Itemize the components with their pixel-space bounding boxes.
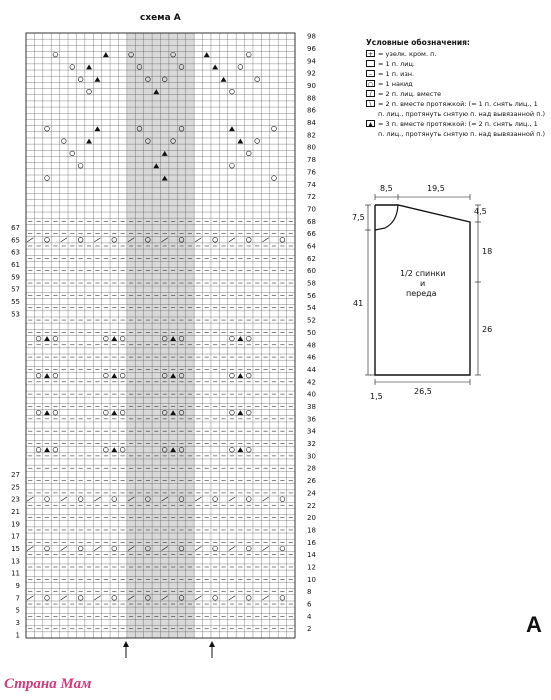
yarn-over-mark [61,139,66,144]
dim-right-lower: 26 [482,325,493,334]
legend-item [366,119,546,139]
triangle-mark [44,447,50,452]
row-number-right: 72 [307,193,316,202]
yarn-over-mark [78,163,83,168]
triangle-mark [86,64,92,69]
triangle-mark [111,410,117,415]
legend-text: = узелк. кром. п. [378,50,437,58]
yarn-over-mark [78,237,83,242]
row-number-left: 5 [15,606,20,615]
row-number-right: 10 [307,575,316,584]
triangle-mark [237,139,243,144]
yarn-over-mark [246,237,251,242]
dim-bottom-width: 26,5 [414,387,432,396]
slash-square-icon: / [366,90,375,97]
triangle-mark [103,52,109,57]
yarn-over-mark [230,410,235,415]
row-number-right: 40 [307,390,316,399]
yarn-over-mark [230,373,235,378]
row-number-right: 60 [307,267,316,276]
yarn-over-mark [78,596,83,601]
legend-text: = 2 п. лиц. вместе [378,90,442,98]
yarn-over-mark [36,373,41,378]
legend-text: = 1 п. изн. [378,70,415,78]
yarn-over-mark [280,596,285,601]
row-number-left: 61 [11,261,20,270]
yarn-over-mark [53,52,58,57]
row-number-right: 78 [307,156,316,165]
yarn-over-mark [280,546,285,551]
yarn-over-mark [255,139,260,144]
decrease-mark [61,497,67,501]
decrease-mark [195,238,201,242]
row-number-right: 92 [307,69,316,78]
triangle-mark [237,336,243,341]
yarn-over-mark [104,373,109,378]
yarn-over-mark [246,546,251,551]
row-number-right: 88 [307,94,316,103]
yarn-over-mark [70,65,75,70]
legend-title: Условные обозначения: [366,38,470,47]
row-number-left: 25 [11,483,20,492]
legend-items [366,49,546,139]
row-number-right: 26 [307,477,316,486]
row-number-right: 18 [307,526,316,535]
row-number-left: 9 [15,582,20,591]
yarn-over-mark [246,447,251,452]
yarn-over-mark [255,77,260,82]
legend-item [366,69,546,79]
row-number-left: 63 [11,248,20,257]
row-number-right: 98 [307,32,316,41]
row-number-left: 13 [11,557,20,566]
row-number-right: 12 [307,563,316,572]
yarn-over-mark [230,447,235,452]
row-number-right: 70 [307,205,316,214]
decrease-mark [195,596,201,600]
yarn-over-mark [213,497,218,502]
row-number-right: 56 [307,291,316,300]
decrease-mark [94,546,100,550]
decrease-mark [229,238,235,242]
yarn-over-mark [78,77,83,82]
row-number-right: 52 [307,316,316,325]
row-number-right: 14 [307,551,316,560]
row-number-right: 48 [307,341,316,350]
decrease-mark [262,497,268,501]
row-number-left: 15 [11,544,20,553]
row-number-left: 67 [11,223,20,232]
row-number-right: 30 [307,452,316,461]
yarn-over-mark [45,176,50,181]
edge-stitch-icon: + [367,51,374,58]
yarn-over-mark [230,163,235,168]
row-number-left: 7 [15,594,20,603]
row-number-right: 34 [307,427,316,436]
legend-item [366,79,546,89]
yarn-over-mark [280,497,285,502]
row-number-right: 90 [307,81,316,90]
row-number-right: 36 [307,415,316,424]
row-number-right: 58 [307,279,316,288]
decrease-mark [94,596,100,600]
row-number-left: 3 [15,619,20,628]
decrease-mark [27,596,33,600]
yarn-over-mark [246,52,251,57]
yarn-over-mark [230,89,235,94]
row-number-left: 17 [11,532,20,541]
row-number-left: 65 [11,236,20,245]
row-number-right: 38 [307,402,316,411]
row-number-right: 62 [307,254,316,263]
triangle-mark [221,77,227,82]
center-label-1: 1/2 спинки [400,269,446,278]
triangle-mark [95,126,101,131]
decrease-mark [27,497,33,501]
yarn-over-mark [272,126,277,131]
yarn-over-mark [45,546,50,551]
yarn-over-mark [112,546,117,551]
row-number-right: 80 [307,143,316,152]
yarn-over-mark [87,89,92,94]
yarn-over-mark [45,497,50,502]
yarn-over-mark [230,336,235,341]
yarn-over-mark [246,336,251,341]
row-number-right: 86 [307,106,316,115]
watermark: Страна Мам [4,676,92,692]
decrease-mark [229,546,235,550]
row-number-left: 21 [11,507,20,516]
yarn-over-mark [36,447,41,452]
row-number-left: 23 [11,495,20,504]
dim-bottom-left: 1,5 [370,392,383,401]
triangle-mark [237,410,243,415]
row-number-right: 16 [307,538,316,547]
pattern-diagram [350,180,530,410]
legend-text: = 1 накид [378,80,413,88]
yarn-over-mark [112,596,117,601]
yarn-over-mark [45,126,50,131]
row-number-left: 27 [11,470,20,479]
circle-square-icon: ○ [367,81,374,88]
row-number-left: 57 [11,285,20,294]
legend-item [366,89,546,99]
row-number-right: 44 [307,365,316,374]
legend-item [366,99,546,119]
row-number-left: 55 [11,298,20,307]
row-number-right: 50 [307,328,316,337]
yarn-over-mark [112,237,117,242]
empty-square-icon [366,60,375,67]
row-number-right: 32 [307,440,316,449]
decrease-mark [27,238,33,242]
triangle-mark [95,77,101,82]
decrease-mark [229,497,235,501]
backslash-square-icon: \ [366,100,375,107]
row-number-right: 68 [307,217,316,226]
legend [366,38,546,139]
legend-text: = 1 п. лиц. [378,60,415,68]
yarn-over-mark [238,65,243,70]
arrow-up-icon [209,641,215,647]
chart-letter: А [526,612,542,637]
row-number-right: 74 [307,180,316,189]
yarn-over-mark [53,373,58,378]
triangle-mark [111,447,117,452]
decrease-mark [61,238,67,242]
row-number-right: 64 [307,242,316,251]
dim-top-right: 19,5 [427,184,445,193]
triangle-mark [86,139,92,144]
triangle-mark [237,373,243,378]
decrease-mark [94,238,100,242]
row-number-right: 28 [307,464,316,473]
triangle-square-icon: ▲ [366,120,375,127]
yarn-over-mark [246,151,251,156]
yarn-over-mark [120,410,125,415]
row-number-right: 82 [307,131,316,140]
row-number-right: 94 [307,57,316,66]
decrease-mark [27,546,33,550]
row-number-right: 84 [307,119,316,128]
dim-left-main: 41 [353,299,364,308]
row-number-right: 8 [307,588,312,597]
row-number-left: 11 [11,569,20,578]
row-number-left: 53 [11,310,20,319]
row-number-right: 54 [307,304,316,313]
legend-item [366,59,546,69]
decrease-mark [61,596,67,600]
yarn-over-mark [45,237,50,242]
row-number-left: 59 [11,273,20,282]
yarn-over-mark [246,410,251,415]
row-number-right: 6 [307,600,312,609]
dim-top-left: 8,5 [380,184,393,193]
yarn-over-mark [36,410,41,415]
dim-right-top: 4,5 [474,207,487,216]
yarn-over-mark [70,151,75,156]
decrease-mark [195,497,201,501]
chart-title: схема А [140,13,181,23]
row-number-right: 46 [307,353,316,362]
triangle-mark [204,52,210,57]
row-number-right: 20 [307,514,316,523]
decrease-mark [195,546,201,550]
decrease-mark [262,238,268,242]
dash-square-icon: – [366,70,375,77]
triangle-mark [237,447,243,452]
yarn-over-mark [53,410,58,415]
yarn-over-mark [78,497,83,502]
yarn-over-mark [104,447,109,452]
triangle-mark [44,336,50,341]
yarn-over-mark [53,447,58,452]
triangle-mark [229,126,235,131]
yarn-over-mark [120,336,125,341]
triangle-mark [212,64,218,69]
row-number-right: 42 [307,378,316,387]
row-number-left: 19 [11,520,20,529]
triangle-mark [44,373,50,378]
decrease-mark [61,546,67,550]
yarn-over-mark [36,336,41,341]
decrease-mark [262,596,268,600]
yarn-over-mark [213,546,218,551]
yarn-over-mark [272,176,277,181]
row-number-right: 22 [307,501,316,510]
decrease-mark [229,596,235,600]
yarn-over-mark [45,596,50,601]
yarn-over-mark [78,546,83,551]
row-number-right: 4 [307,612,312,621]
triangle-mark [111,373,117,378]
yarn-over-mark [120,447,125,452]
yarn-over-mark [246,497,251,502]
legend-item [366,49,546,59]
yarn-over-mark [104,410,109,415]
row-number-right: 24 [307,489,316,498]
yarn-over-mark [120,373,125,378]
legend-text: = 2 п. вместе протяжкой: (= 1 п. снять лиц., 1 п. лиц., протянуть снятую п. над вывязанной п.) [378,100,546,118]
center-label-3: переда [406,289,437,298]
neck-curve [375,205,398,230]
yarn-over-mark [112,497,117,502]
row-number-left: 1 [15,631,20,640]
yarn-over-mark [246,373,251,378]
yarn-over-mark [213,237,218,242]
row-number-right: 66 [307,230,316,239]
yarn-over-mark [213,596,218,601]
row-number-right: 2 [307,625,312,634]
decrease-mark [94,497,100,501]
arrow-up-icon [123,641,129,647]
center-label-2: и [420,279,426,288]
decrease-mark [262,546,268,550]
row-number-right: 76 [307,168,316,177]
triangle-mark [111,336,117,341]
yarn-over-mark [280,237,285,242]
yarn-over-mark [104,336,109,341]
legend-text: = 3 п. вместе протяжкой: (= 2 п. снять лиц., 1 п. лиц., протянуть снятую п. над вывязанной п.) [378,120,546,138]
triangle-mark [44,410,50,415]
dim-right-upper: 18 [482,247,493,256]
yarn-over-mark [246,596,251,601]
row-number-right: 96 [307,44,316,53]
yarn-over-mark [53,336,58,341]
dim-left-top: 7,5 [352,213,365,222]
